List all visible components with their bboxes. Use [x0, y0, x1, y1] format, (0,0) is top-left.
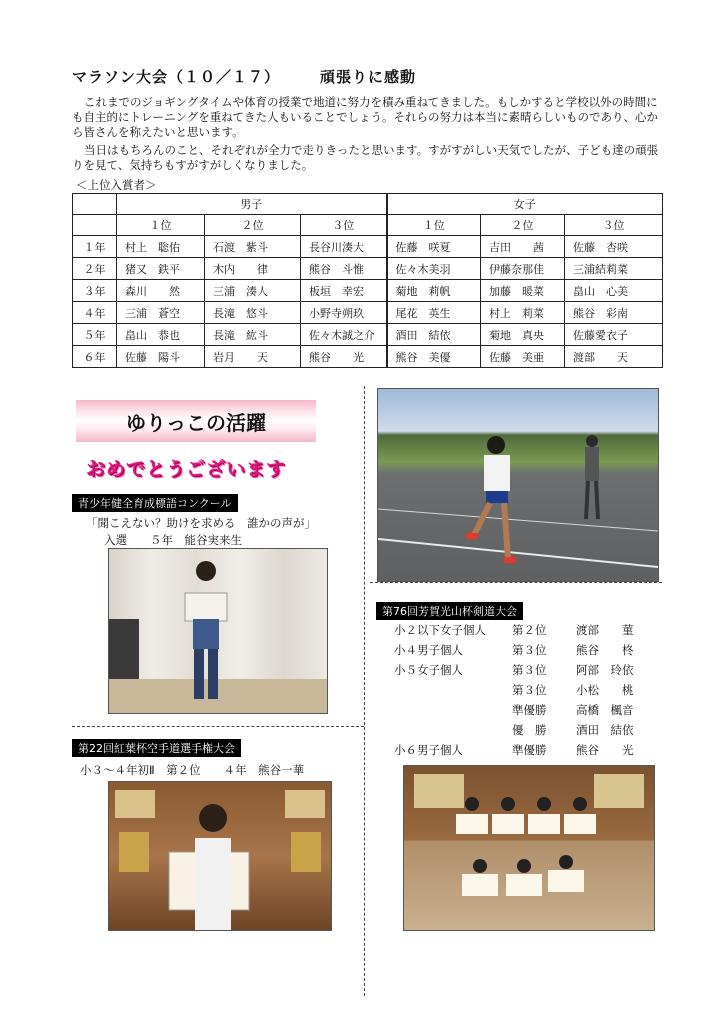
boy-cell: 木内 律 — [205, 258, 301, 280]
girl-cell: 酒田 結依 — [387, 324, 481, 346]
kendo-name: 熊谷 柊 — [576, 643, 634, 657]
boy-cell: 三浦 湊人 — [205, 280, 301, 302]
girl-cell: 菊地 莉帆 — [387, 280, 481, 302]
kendo-event: 小４男子個人 — [394, 643, 463, 657]
grade-cell: ５年 — [73, 324, 117, 346]
karate-result: 小３～４年初Ⅱ 第２位 ４年 熊谷一華 — [80, 763, 305, 777]
kendo-place: 第３位 — [512, 683, 547, 697]
column-divider — [364, 386, 365, 996]
boy-cell: 小野寺朔玖 — [301, 302, 387, 324]
winners-label: ＜上位入賞者＞ — [76, 178, 157, 192]
congratulations-banner: おめでとうございます — [86, 458, 287, 480]
girl-cell: 加藤 暖菜 — [481, 280, 565, 302]
kendo-tournament-tag: 第76回芳賀光山杯剣道大会 — [376, 602, 523, 620]
boy-cell: 石渡 紫斗 — [205, 236, 301, 258]
runner-image — [378, 389, 658, 581]
marathon-paragraph-2: 当日はもちろんのこと、それぞれが全力で走りきったと思います。すがすがしい天気でしたが、子ども達の頑張りを見て、気持ちもすがすがしくなりました。 — [72, 143, 659, 172]
table-row — [73, 258, 663, 280]
rank-header: ２位 — [205, 215, 301, 236]
kendo-name: 阿部 玲依 — [576, 663, 634, 677]
section-divider — [72, 726, 364, 727]
kendo-place: 準優勝 — [512, 743, 547, 757]
girl-cell: 村上 莉菜 — [481, 302, 565, 324]
girl-cell: 佐藤 杏咲 — [565, 236, 663, 258]
rank-header: ３位 — [565, 215, 663, 236]
kendo-group-image — [404, 766, 654, 930]
boy-cell: 畠山 恭也 — [117, 324, 205, 346]
kendo-place: 第３位 — [512, 663, 547, 677]
header-blank — [73, 194, 117, 215]
girl-cell: 渡部 天 — [565, 346, 663, 368]
boys-header: 男子 — [117, 194, 387, 215]
boy-cell: 長滝 悠斗 — [205, 302, 301, 324]
girl-cell: 佐々木美羽 — [387, 258, 481, 280]
kendo-event: 小２以下女子個人 — [394, 623, 486, 637]
karate-photo — [108, 781, 332, 931]
boy-cell: 岩月 天 — [205, 346, 301, 368]
girl-cell: 熊谷 美優 — [387, 346, 481, 368]
kendo-name: 高橋 楓音 — [576, 703, 634, 717]
boy-cell: 長滝 紘斗 — [205, 324, 301, 346]
grade-cell: ２年 — [73, 258, 117, 280]
kendo-name: 熊谷 光 — [576, 743, 634, 757]
marathon-paragraph-1: これまでのジョギングタイムや体育の授業で地道に努力を積み重ねてきました。もしかすると学校以外の時間にも自主的にトレーニングを重ねてきた人もいることでしょう。それらの努力は本当に素晴らしいものであり、心から皆さんを称えたいと思います。 — [72, 95, 658, 139]
girl-cell: 熊谷 彩南 — [565, 302, 663, 324]
girl-cell: 吉田 茜 — [481, 236, 565, 258]
rank-header: ３位 — [301, 215, 387, 236]
boy-cell: 森川 然 — [117, 280, 205, 302]
rank-header: １位 — [117, 215, 205, 236]
girl-cell: 尾花 英生 — [387, 302, 481, 324]
kendo-name: 渡部 菫 — [576, 623, 634, 637]
table-row — [73, 324, 663, 346]
marathon-photo — [377, 388, 659, 582]
table-header-row — [73, 194, 663, 215]
kendo-place: 準優勝 — [512, 703, 547, 717]
boy-cell: 村上 聡佑 — [117, 236, 205, 258]
kendo-place: 第３位 — [512, 643, 547, 657]
slogan-contest-tag: 青少年健全育成標語コンクール — [72, 494, 238, 512]
grade-cell: ４年 — [73, 302, 117, 324]
yurikko-title: ゆりっこの活躍 — [126, 410, 266, 435]
kendo-place: 優 勝 — [512, 723, 547, 737]
boy-cell: 三浦 蒼空 — [117, 302, 205, 324]
kendo-name: 酒田 結依 — [576, 723, 634, 737]
kendo-place: 第２位 — [512, 623, 547, 637]
student-with-certificate-image — [109, 549, 327, 713]
rank-header: １位 — [387, 215, 481, 236]
grade-cell: ３年 — [73, 280, 117, 302]
karate-tournament-tag: 第22回紅葉杯空手道選手権大会 — [72, 739, 241, 757]
marathon-title — [72, 66, 416, 87]
table-rank-row — [73, 215, 663, 236]
slogan-quote: 「聞こえない？助けを求める 誰かの声が」 — [86, 516, 316, 530]
boy-cell: 猪又 鉄平 — [117, 258, 205, 280]
boy-cell: 熊谷 光 — [301, 346, 387, 368]
boy-cell: 熊谷 斗惟 — [301, 258, 387, 280]
header-blank — [73, 215, 117, 236]
table-row — [73, 302, 663, 324]
yurikko-banner — [76, 400, 316, 442]
boy-cell: 長谷川湊大 — [301, 236, 387, 258]
boy-cell: 板垣 幸宏 — [301, 280, 387, 302]
girl-cell: 佐藤 美亜 — [481, 346, 565, 368]
marathon-results-table — [72, 193, 663, 368]
marathon-subtitle: 頑張りに感動 — [320, 68, 417, 86]
kendo-event: 小６男子個人 — [394, 743, 463, 757]
marathon-title-text: マラソン大会（１０／１７） — [72, 68, 281, 86]
girl-cell: 三浦結莉菜 — [565, 258, 663, 280]
slogan-award-photo — [108, 548, 328, 714]
section-divider — [370, 582, 662, 583]
table-row — [73, 280, 663, 302]
girl-cell: 菊地 真央 — [481, 324, 565, 346]
kendo-event: 小５女子個人 — [394, 663, 463, 677]
kendo-name: 小松 桃 — [576, 683, 634, 697]
girl-cell: 畠山 心美 — [565, 280, 663, 302]
boy-cell: 佐々木誠之介 — [301, 324, 387, 346]
boy-cell: 佐藤 陽斗 — [117, 346, 205, 368]
girl-cell: 伊藤奈那佳 — [481, 258, 565, 280]
slogan-award: 入選 ５年 能谷実来生 — [104, 533, 242, 547]
girl-cell: 佐藤愛衣子 — [565, 324, 663, 346]
grade-cell: １年 — [73, 236, 117, 258]
kendo-photo — [403, 765, 655, 931]
rank-header: ２位 — [481, 215, 565, 236]
girl-cell: 佐藤 咲夏 — [387, 236, 481, 258]
table-row — [73, 236, 663, 258]
girls-header: 女子 — [387, 194, 663, 215]
table-row — [73, 346, 663, 368]
grade-cell: ６年 — [73, 346, 117, 368]
karate-award-image — [109, 782, 331, 930]
